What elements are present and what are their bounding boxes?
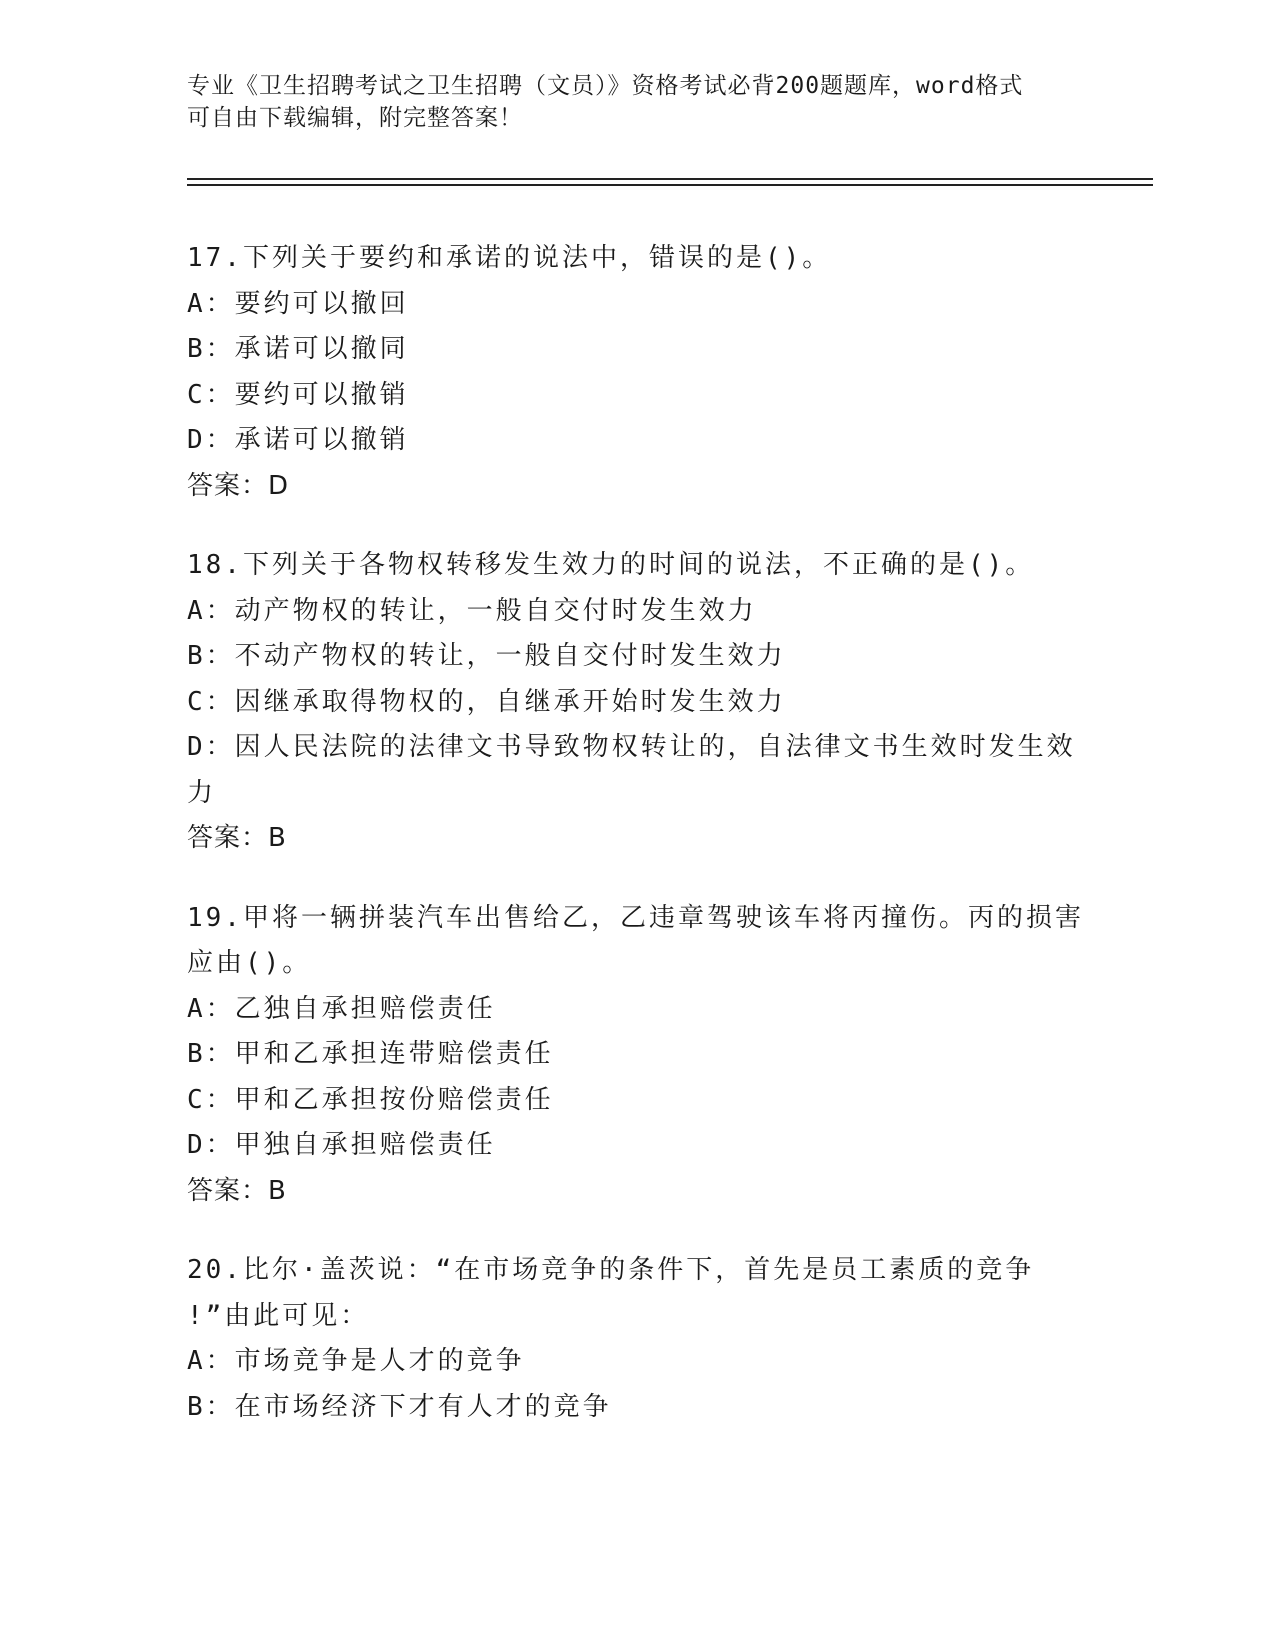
answer-option: D：承诺可以撤销 <box>187 425 409 455</box>
answer-option: D：甲独自承担赔偿责任 <box>187 1130 496 1160</box>
header-line-2: 可自由下载编辑，附完整答案！ <box>187 105 523 131</box>
answer-option: C：甲和乙承担按份赔偿责任 <box>187 1084 554 1115</box>
answer-option: C：因继承取得物权的，自继承开始时发生效力 <box>187 686 786 717</box>
answer-option: D：因人民法院的法律文书导致物权转让的，自法律文书生效时发生效 <box>187 732 1076 762</box>
header-divider-top <box>187 178 1153 180</box>
answer-option: A：市场竞争是人才的竞争 <box>187 1346 525 1376</box>
header-divider-bottom <box>187 184 1153 186</box>
answer-option: B：甲和乙承担连带赔偿责任 <box>187 1039 554 1069</box>
question-block <box>187 896 1087 1215</box>
question-block <box>187 236 1087 509</box>
question-list <box>187 236 1087 1464</box>
answer-option: A：乙独自承担赔偿责任 <box>187 993 496 1024</box>
header-line-1: 专业《卫生招聘考试之卫生招聘（文员）》资格考试必背200题题库，word格式 <box>187 73 1024 99</box>
question-stem: 19.甲将一辆拼装汽车出售给乙，乙违章驾驶该车将丙撞伤。丙的损害 <box>187 902 1084 933</box>
document-header <box>187 70 1067 134</box>
question-stem: 17.下列关于要约和承诺的说法中，错误的是()。 <box>187 243 832 273</box>
question-block <box>187 1248 1087 1430</box>
question-stem: 20.比尔·盖茨说：“在市场竞争的条件下，首先是员工素质的竞争 <box>187 1255 1035 1285</box>
answer-option: A：动产物权的转让，一般自交付时发生效力 <box>187 595 757 626</box>
answer-option: A：要约可以撤回 <box>187 288 409 319</box>
answer-option: 力 <box>187 777 217 808</box>
question-stem: 应由()。 <box>187 948 312 978</box>
answer-key: 答案：D <box>187 470 290 501</box>
answer-option: B：不动产物权的转让，一般自交付时发生效力 <box>187 641 786 671</box>
answer-key: 答案：B <box>187 1175 287 1206</box>
answer-option: B：在市场经济下才有人才的竞争 <box>187 1391 612 1422</box>
answer-option: B：承诺可以撤同 <box>187 334 409 364</box>
answer-key: 答案：B <box>187 823 287 853</box>
answer-option: C：要约可以撤销 <box>187 379 409 410</box>
question-stem: !”由此可见： <box>187 1300 370 1331</box>
question-stem: 18.下列关于各物权转移发生效力的时间的说法，不正确的是()。 <box>187 550 1035 580</box>
question-block <box>187 543 1087 862</box>
